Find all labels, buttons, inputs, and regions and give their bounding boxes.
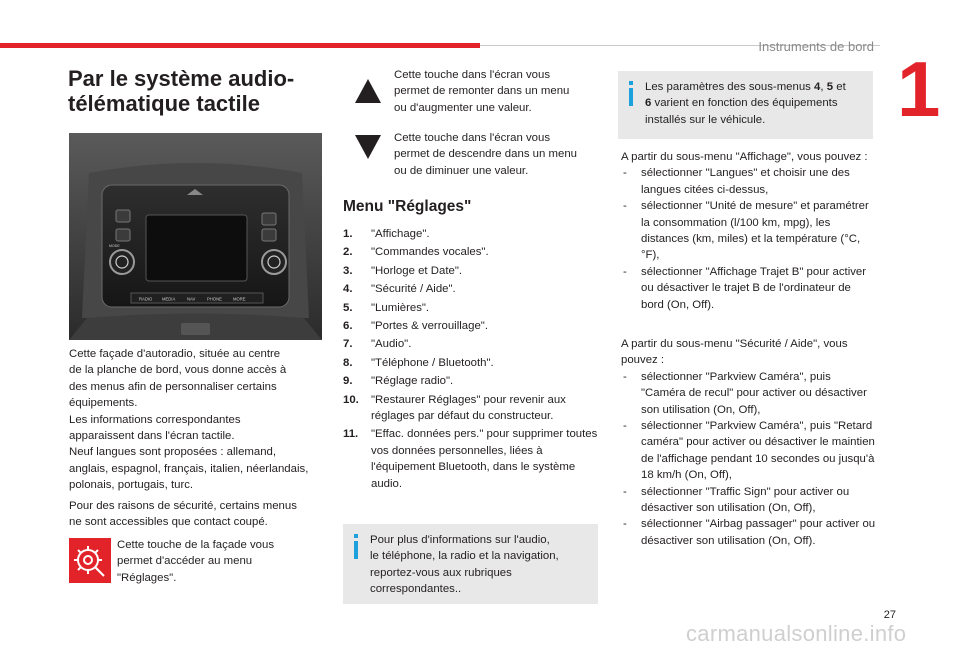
header-red-bar <box>0 43 480 48</box>
list-item: - sélectionner "Parkview Caméra", puis "Caméra de recul" pour activer ou désactiver son utilisation (On, Off), <box>621 369 876 418</box>
list-item: 4. "Sécurité / Aide". <box>343 283 456 296</box>
list-item: 3. "Horloge et Date". <box>343 264 463 277</box>
info-icon <box>626 81 636 109</box>
list-item: 2. "Commandes vocales". <box>343 246 489 259</box>
list-item: 5. "Lumières". <box>343 301 430 314</box>
list-item: - sélectionner "Parkview Caméra", puis "Retard caméra" pour activer ou désactiver le maintien de l'affichage pendant 10 secondes ou jusqu'à 18 km/h (On, Off), <box>621 418 876 484</box>
menu-heading: Menu "Réglages" <box>343 198 472 215</box>
list-item: 6. "Portes & verrouillage". <box>343 320 488 333</box>
arrow-down-icon <box>355 135 381 159</box>
arrow-up-description: Cette touche dans l'écran vous permet de remonter dans un menu ou d'augmenter une valeur. <box>394 69 570 114</box>
info-box-submenus: Les paramètres des sous-menus 4, 5 et 6 varient en fonction des équipements installés sur le véhicule. <box>618 71 873 139</box>
info-icon <box>351 534 361 562</box>
list-item: 1. "Affichage". <box>343 228 430 240</box>
section-title: Par le système audio- télématique tactile <box>68 66 295 116</box>
display-submenu-section: A partir du sous-menu "Affichage", vous pouvez : - sélectionner "Langues" et choisir une des langues citées ci-dessus, - sélectionner "Unité de mesure" et paramétrer la consommation (l/100 km, mpg), les distances (km, miles) et la température (°C, °F), - sélectionner "Affichage Trajet B" pour activer ou désactiver le trajet B de l'ordinateur de bord (On, Off). <box>621 149 876 313</box>
list-item: - sélectionner "Affichage Trajet B" pour activer ou désactiver le trajet B de l'ordinateur de bord (On, Off). <box>621 264 876 313</box>
list-item: - sélectionner "Langues" et choisir une des langues citées ci-dessus, <box>621 165 876 198</box>
list-item: 8. "Téléphone / Bluetooth". <box>343 356 494 369</box>
intro-paragraph: Cette façade d'autoradio, située au centre de la planche de bord, vous donne accès à des menus afin de personnaliser certains équipements. Les informations correspondantes apparaissent dans l'écran tactile. Neuf langues sont proposées : allemand, anglais, espagnol, français, italien, néerlandais, polonais, portugais, turc. <box>69 348 309 492</box>
arrow-up-icon <box>355 79 381 103</box>
settings-menu-list <box>343 226 598 494</box>
settings-button-description: Cette touche de la façade vous permet d'accéder au menu "Réglages". <box>117 539 275 584</box>
photo-button-phone: PHONE <box>207 296 222 302</box>
photo-button-nav: NAV <box>187 296 196 302</box>
photo-button-radio: RADIO <box>139 296 153 302</box>
list-item: - sélectionner "Unité de mesure" et paramétrer la consommation (l/100 km, mpg), les distances (km, miles) et la température (°C, °F), <box>621 198 876 264</box>
list-item: 10. "Restaurer Réglages" pour revenir aux réglages par défaut du constructeur. <box>343 393 566 423</box>
list-item: 11. "Effac. données pers." pour supprimer toutes vos données personnelles, liées à l'équipement Bluetooth, dans le système audio. <box>343 428 598 490</box>
list-item: 9. "Réglage radio". <box>343 375 454 388</box>
page-number: 27 <box>883 609 896 621</box>
chapter-title: Instruments de bord <box>758 39 874 54</box>
list-item: - sélectionner "Traffic Sign" pour activer ou désactiver son utilisation (On, Off), <box>621 484 876 517</box>
safety-paragraph: Pour des raisons de sécurité, certains menus ne sont accessibles que contact coupé. <box>69 500 297 529</box>
info-box-references: Pour plus d'informations sur l'audio, le téléphone, la radio et la navigation, reportez-vous aux rubriques correspondantes.. <box>343 524 598 604</box>
watermark: carmanualsonline.info <box>686 621 907 646</box>
settings-gear-icon <box>69 538 111 583</box>
photo-button-media: MEDIA <box>162 296 176 302</box>
list-item: - sélectionner "Airbag passager" pour activer ou désactiver son utilisation (On, Off). <box>621 516 876 549</box>
audio-panel-photo <box>69 133 322 340</box>
arrow-down-description: Cette touche dans l'écran vous permet de descendre dans un menu ou de diminuer une valeur. <box>394 132 578 177</box>
photo-button-more: MORE <box>233 296 246 302</box>
list-item: 7. "Audio". <box>343 338 412 351</box>
chapter-number: 1 <box>897 45 941 133</box>
safety-submenu-section: A partir du sous-menu "Sécurité / Aide", vous pouvez : - sélectionner "Parkview Caméra", puis "Caméra de recul" pour activer ou désactiver son utilisation (On, Off), - sélectionner "Parkview Caméra", puis "Retard caméra" pour activer ou désactiver le maintien de l'affichage pendant 10 secondes ou jusqu'à 18 km/h (On, Off), - sélectionner "Traffic Sign" pour activer ou désactiver son utilisation (On, Off), - sélectionner "Airbag passager" pour activer ou désactiver son utilisation (On, Off). <box>621 336 876 549</box>
photo-label-mode: MODE <box>109 244 120 248</box>
